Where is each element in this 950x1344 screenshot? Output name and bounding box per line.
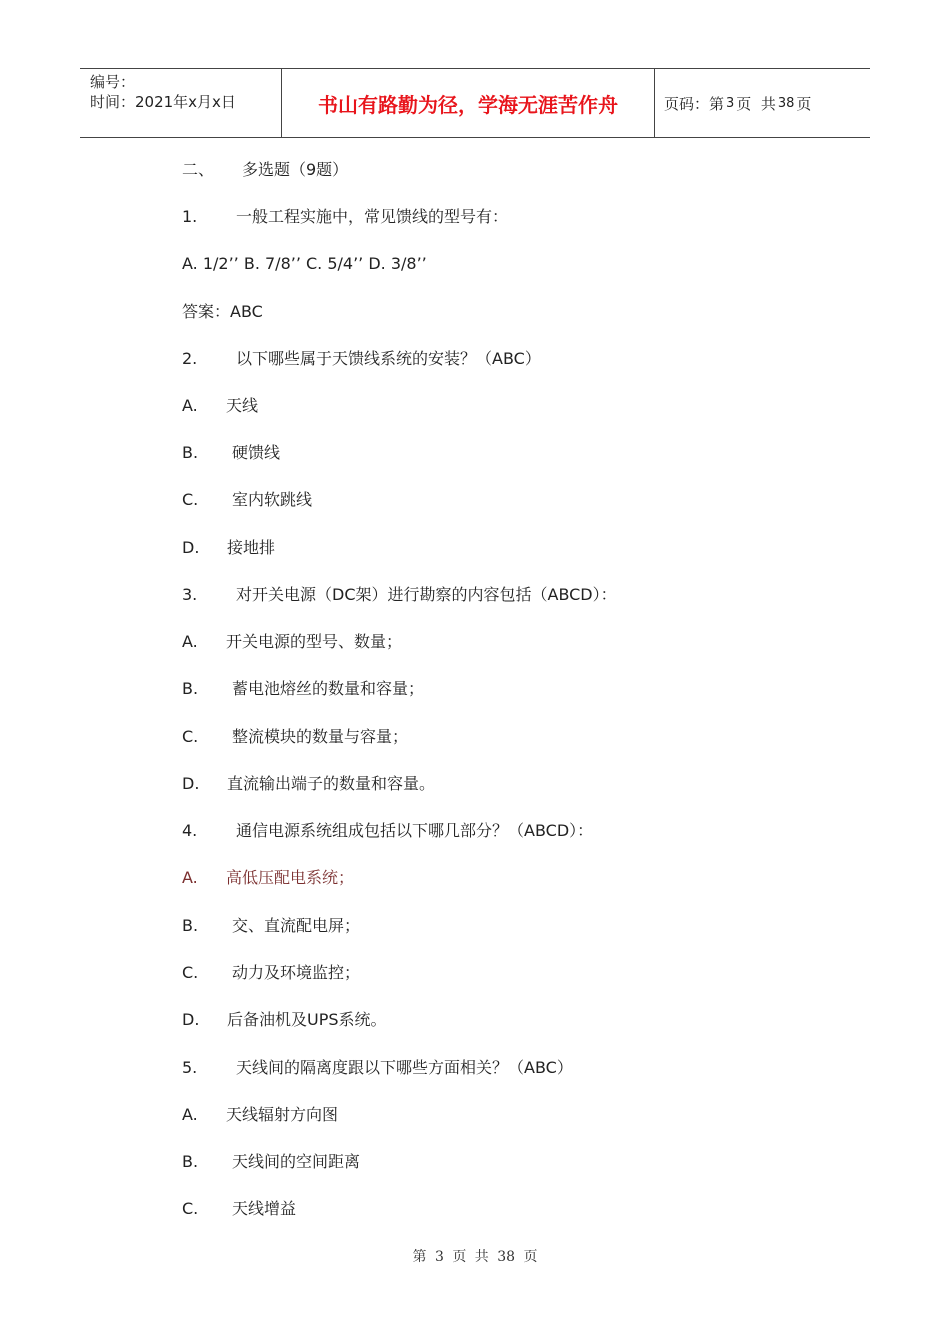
page-footer — [0, 1246, 950, 1266]
option-letter: B. — [182, 1152, 199, 1171]
option-letter: C. — [182, 490, 199, 509]
q2-option-b — [182, 443, 280, 463]
option-letter: B. — [182, 679, 199, 698]
option-text: 整流模块的数量与容量； — [232, 727, 409, 746]
footer-word: 共 — [474, 1249, 489, 1265]
header-page-mid: 页 共 — [736, 94, 776, 113]
option-text: 天线增益 — [232, 1199, 297, 1218]
question-3 — [182, 585, 617, 605]
header-motto-cell — [282, 69, 655, 137]
option-letter: C. — [182, 1199, 199, 1218]
option-text: 室内软跳线 — [232, 490, 313, 509]
question-text: 以下哪些属于天馈线系统的安装？（ABC） — [236, 349, 541, 368]
option-text: 硬馈线 — [232, 443, 281, 462]
header-motto: 书山有路勤为径，学海无涯苦作舟 — [318, 92, 618, 117]
question-number: 3. — [182, 585, 198, 604]
question-text: 天线间的隔离度跟以下哪些方面相关？（ABC） — [236, 1058, 573, 1077]
q5-option-b — [182, 1152, 360, 1172]
document-number-label: 编号： — [90, 73, 136, 91]
option-letter: A. — [182, 632, 198, 651]
header-page-total: 38 — [777, 95, 795, 111]
q2-option-d — [182, 538, 275, 558]
q2-option-a — [182, 396, 258, 416]
option-text: 天线辐射方向图 — [226, 1105, 339, 1124]
q4-option-d — [182, 1010, 387, 1030]
q5-option-a — [182, 1105, 338, 1125]
footer-word: 页 — [523, 1249, 538, 1265]
q4-option-b — [182, 916, 360, 936]
option-letter: A. — [182, 868, 198, 887]
footer-page-total: 38 — [497, 1249, 516, 1265]
q3-option-d — [182, 774, 435, 794]
q1-options: A. 1/2’’ B. 7/8’’ C. 5/4’’ D. 3/8’’ — [182, 254, 427, 273]
page-header — [80, 68, 870, 138]
option-text: 高低压配电系统； — [226, 868, 355, 887]
option-letter: A. — [182, 396, 198, 415]
q3-option-c — [182, 727, 408, 747]
q4-option-c — [182, 963, 360, 983]
question-5 — [182, 1058, 573, 1078]
footer-word: 页 — [452, 1249, 467, 1265]
option-letter: A. — [182, 1105, 198, 1124]
section-marker: 二、 — [182, 160, 215, 179]
question-text: 通信电源系统组成包括以下哪几部分？（ABCD）： — [236, 821, 594, 840]
header-meta-cell — [80, 69, 282, 137]
question-number: 2. — [182, 349, 198, 368]
document-time-label: 时间：2021年x月x日 — [90, 93, 236, 111]
option-text: 后备油机及UPS系统。 — [227, 1010, 387, 1029]
option-text: 动力及环境监控； — [232, 963, 361, 982]
question-number: 1. — [182, 207, 198, 226]
question-2 — [182, 349, 541, 369]
footer-word: 第 — [412, 1249, 427, 1265]
option-letter: D. — [182, 1010, 200, 1029]
q3-option-a — [182, 632, 402, 652]
q3-option-b — [182, 679, 424, 699]
option-text: 天线间的空间距离 — [232, 1152, 361, 1171]
option-letter: B. — [182, 916, 199, 935]
q2-option-c — [182, 490, 312, 510]
option-letter: D. — [182, 538, 200, 557]
question-4 — [182, 821, 593, 841]
header-page-prefix: 页码：第 — [664, 94, 725, 113]
option-text: 直流输出端子的数量和容量。 — [227, 774, 436, 793]
option-letter: B. — [182, 443, 199, 462]
header-page-cell — [655, 69, 870, 137]
option-text: 交、直流配电屏； — [232, 916, 361, 935]
section-title: 多选题（9题） — [242, 160, 349, 179]
q5-option-c — [182, 1199, 296, 1219]
header-page-suffix: 页 — [796, 94, 812, 113]
section-heading — [182, 160, 348, 180]
option-text: 天线 — [226, 396, 259, 415]
q4-option-a — [182, 868, 354, 888]
footer-page-number: 3 — [434, 1249, 444, 1265]
option-letter: C. — [182, 963, 199, 982]
option-text: 接地排 — [227, 538, 276, 557]
option-letter: C. — [182, 727, 199, 746]
question-1 — [182, 207, 508, 227]
option-letter: D. — [182, 774, 200, 793]
question-text: 一般工程实施中，常见馈线的型号有： — [236, 207, 509, 226]
question-number: 4. — [182, 821, 198, 840]
question-number: 5. — [182, 1058, 198, 1077]
header-page-current: 3 — [726, 95, 735, 111]
option-text: 开关电源的型号、数量； — [226, 632, 403, 651]
option-text: 蓄电池熔丝的数量和容量； — [232, 679, 425, 698]
question-text: 对开关电源（DC架）进行勘察的内容包括（ABCD）： — [236, 585, 617, 604]
q1-answer: 答案：ABC — [182, 302, 263, 321]
